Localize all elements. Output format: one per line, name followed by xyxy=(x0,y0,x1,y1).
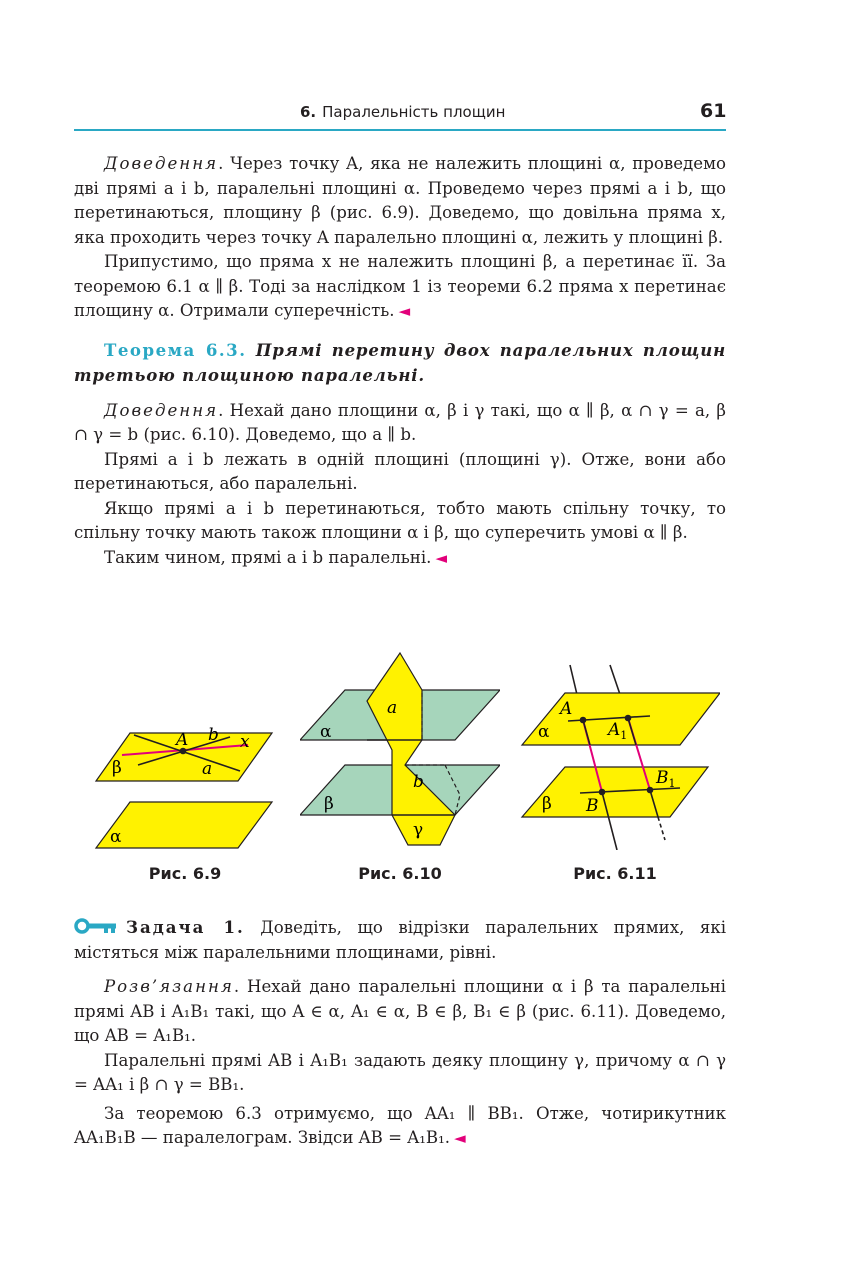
key-icon xyxy=(74,918,120,934)
theorem-label: Теорема 6.3. xyxy=(104,339,247,360)
label-beta: β xyxy=(324,794,334,814)
point-A xyxy=(580,717,587,724)
paragraph-4: Прямі a і b лежать в одній площині (площині γ). Отже, вони або перетинаються, або паралельні. xyxy=(74,449,726,493)
label-beta: β xyxy=(542,794,552,814)
label-beta: β xyxy=(112,758,122,778)
figure-6-11 xyxy=(520,655,720,850)
qed-marker: ◄ xyxy=(398,302,411,320)
proof-text-2: . Нехай дано площини α, β і γ такі, що α ∥ β, α ∩ γ = a, β ∩ γ = b (рис. 6.10). Доведемо, що a ∥ b. xyxy=(74,400,726,444)
line-A1B1-hidden xyxy=(658,817,665,840)
label-alpha: α xyxy=(538,722,550,742)
label-B: B xyxy=(586,796,599,816)
task-1 xyxy=(74,915,726,965)
paragraph-2-text: Припустимо, що пряма x не належить площині β, а перетинає її. За теоремою 6.1 α ∥ β. Тоді за наслідком 1 із теореми 6.2 пряма x перетинає площину α. Отримали суперечність. xyxy=(74,252,726,320)
label-A: A xyxy=(176,730,189,750)
chapter-title: Паралельність площин xyxy=(322,103,506,121)
caption-6-9: Рис. 6.9 xyxy=(148,864,222,883)
point-B1 xyxy=(647,787,654,794)
running-header xyxy=(300,103,505,121)
header-rule xyxy=(74,129,726,131)
paragraph-9-text: За теоремою 6.3 отримуємо, що AA₁ ∥ BB₁. Отже, чотирикутник AA₁B₁B — паралелограм. Звідси AB = A₁B₁. xyxy=(74,1103,726,1147)
label-B1: $B_1$ xyxy=(656,768,676,790)
point-B xyxy=(599,789,606,796)
proof-paragraph-3 xyxy=(74,399,726,448)
solution-text: . Нехай дано паралельні площини α і β та паралельні прямі AB і A₁B₁ такі, що A ∈ α, A₁ ∈ α, B ∈ β, B₁ ∈ β (рис. 6.11). Доведемо, що AB = A₁B₁. xyxy=(74,977,726,1045)
label-alpha: α xyxy=(110,827,122,847)
point-A1 xyxy=(625,715,632,722)
label-x: x xyxy=(240,732,250,752)
lower-text-block xyxy=(74,915,726,1151)
label-a: a xyxy=(202,759,213,779)
label-A: A xyxy=(560,699,573,719)
upper-text-block xyxy=(74,152,726,570)
solution-label: Розв’язання xyxy=(104,977,234,996)
caption-6-11: Рис. 6.11 xyxy=(573,864,657,883)
paragraph-5: Якщо прямі a і b перетинаються, тобто мають спільну точку, то спільну точку мають також площини α і β, що суперечить умові α ∥ β. xyxy=(74,498,726,542)
figure-6-9 xyxy=(90,715,290,855)
plane-gamma xyxy=(367,653,455,845)
label-b: b xyxy=(413,772,424,792)
chapter-number: 6. xyxy=(300,103,317,121)
paragraph-9 xyxy=(74,1102,726,1151)
qed-marker: ◄ xyxy=(435,548,447,567)
caption-6-10: Рис. 6.10 xyxy=(358,864,442,883)
label-gamma: γ xyxy=(413,820,424,840)
label-alpha: α xyxy=(320,722,332,742)
paragraph-8: Паралельні прямі AB і A₁B₁ задають деяку площину γ, причому α ∩ γ = AA₁ і β ∩ γ = BB₁. xyxy=(74,1050,726,1094)
theorem-text: Прямі перетину двох паралельних площин третьою площиною паралельні. xyxy=(74,339,726,385)
paragraph-2 xyxy=(74,250,726,324)
figure-6-10 xyxy=(300,645,500,850)
solution-paragraph xyxy=(74,975,726,1049)
paragraph-6-text: Таким чином, прямі a і b паралельні. xyxy=(104,547,432,567)
plane-alpha xyxy=(96,802,272,848)
theorem-6-3 xyxy=(74,338,726,389)
label-b: b xyxy=(208,725,219,745)
proof-label: Доведення xyxy=(104,154,219,173)
task-text: Доведіть, що відрізки паралельних прямих, які містяться між паралельними площинами, рівні. xyxy=(74,918,727,962)
paragraph-6 xyxy=(74,546,726,571)
proof-label-2: Доведення xyxy=(104,400,219,420)
page-number: 61 xyxy=(700,100,727,122)
label-A1: $A_1$ xyxy=(608,720,628,742)
qed-marker: ◄ xyxy=(454,1129,466,1147)
task-label: Задача 1. xyxy=(126,917,245,937)
label-a: a xyxy=(387,698,398,718)
proof-paragraph-1 xyxy=(74,152,726,250)
proof-text: . Через точку A, яка не належить площині α, проведемо дві прямі a і b, паралельні площині α. Проведемо через прямі a і b, що перетинаються, площину β (рис. 6.9). Доведемо, що довільна пряма x, яка проходить через точку A паралельно площині α, лежить у площині β. xyxy=(74,154,726,247)
